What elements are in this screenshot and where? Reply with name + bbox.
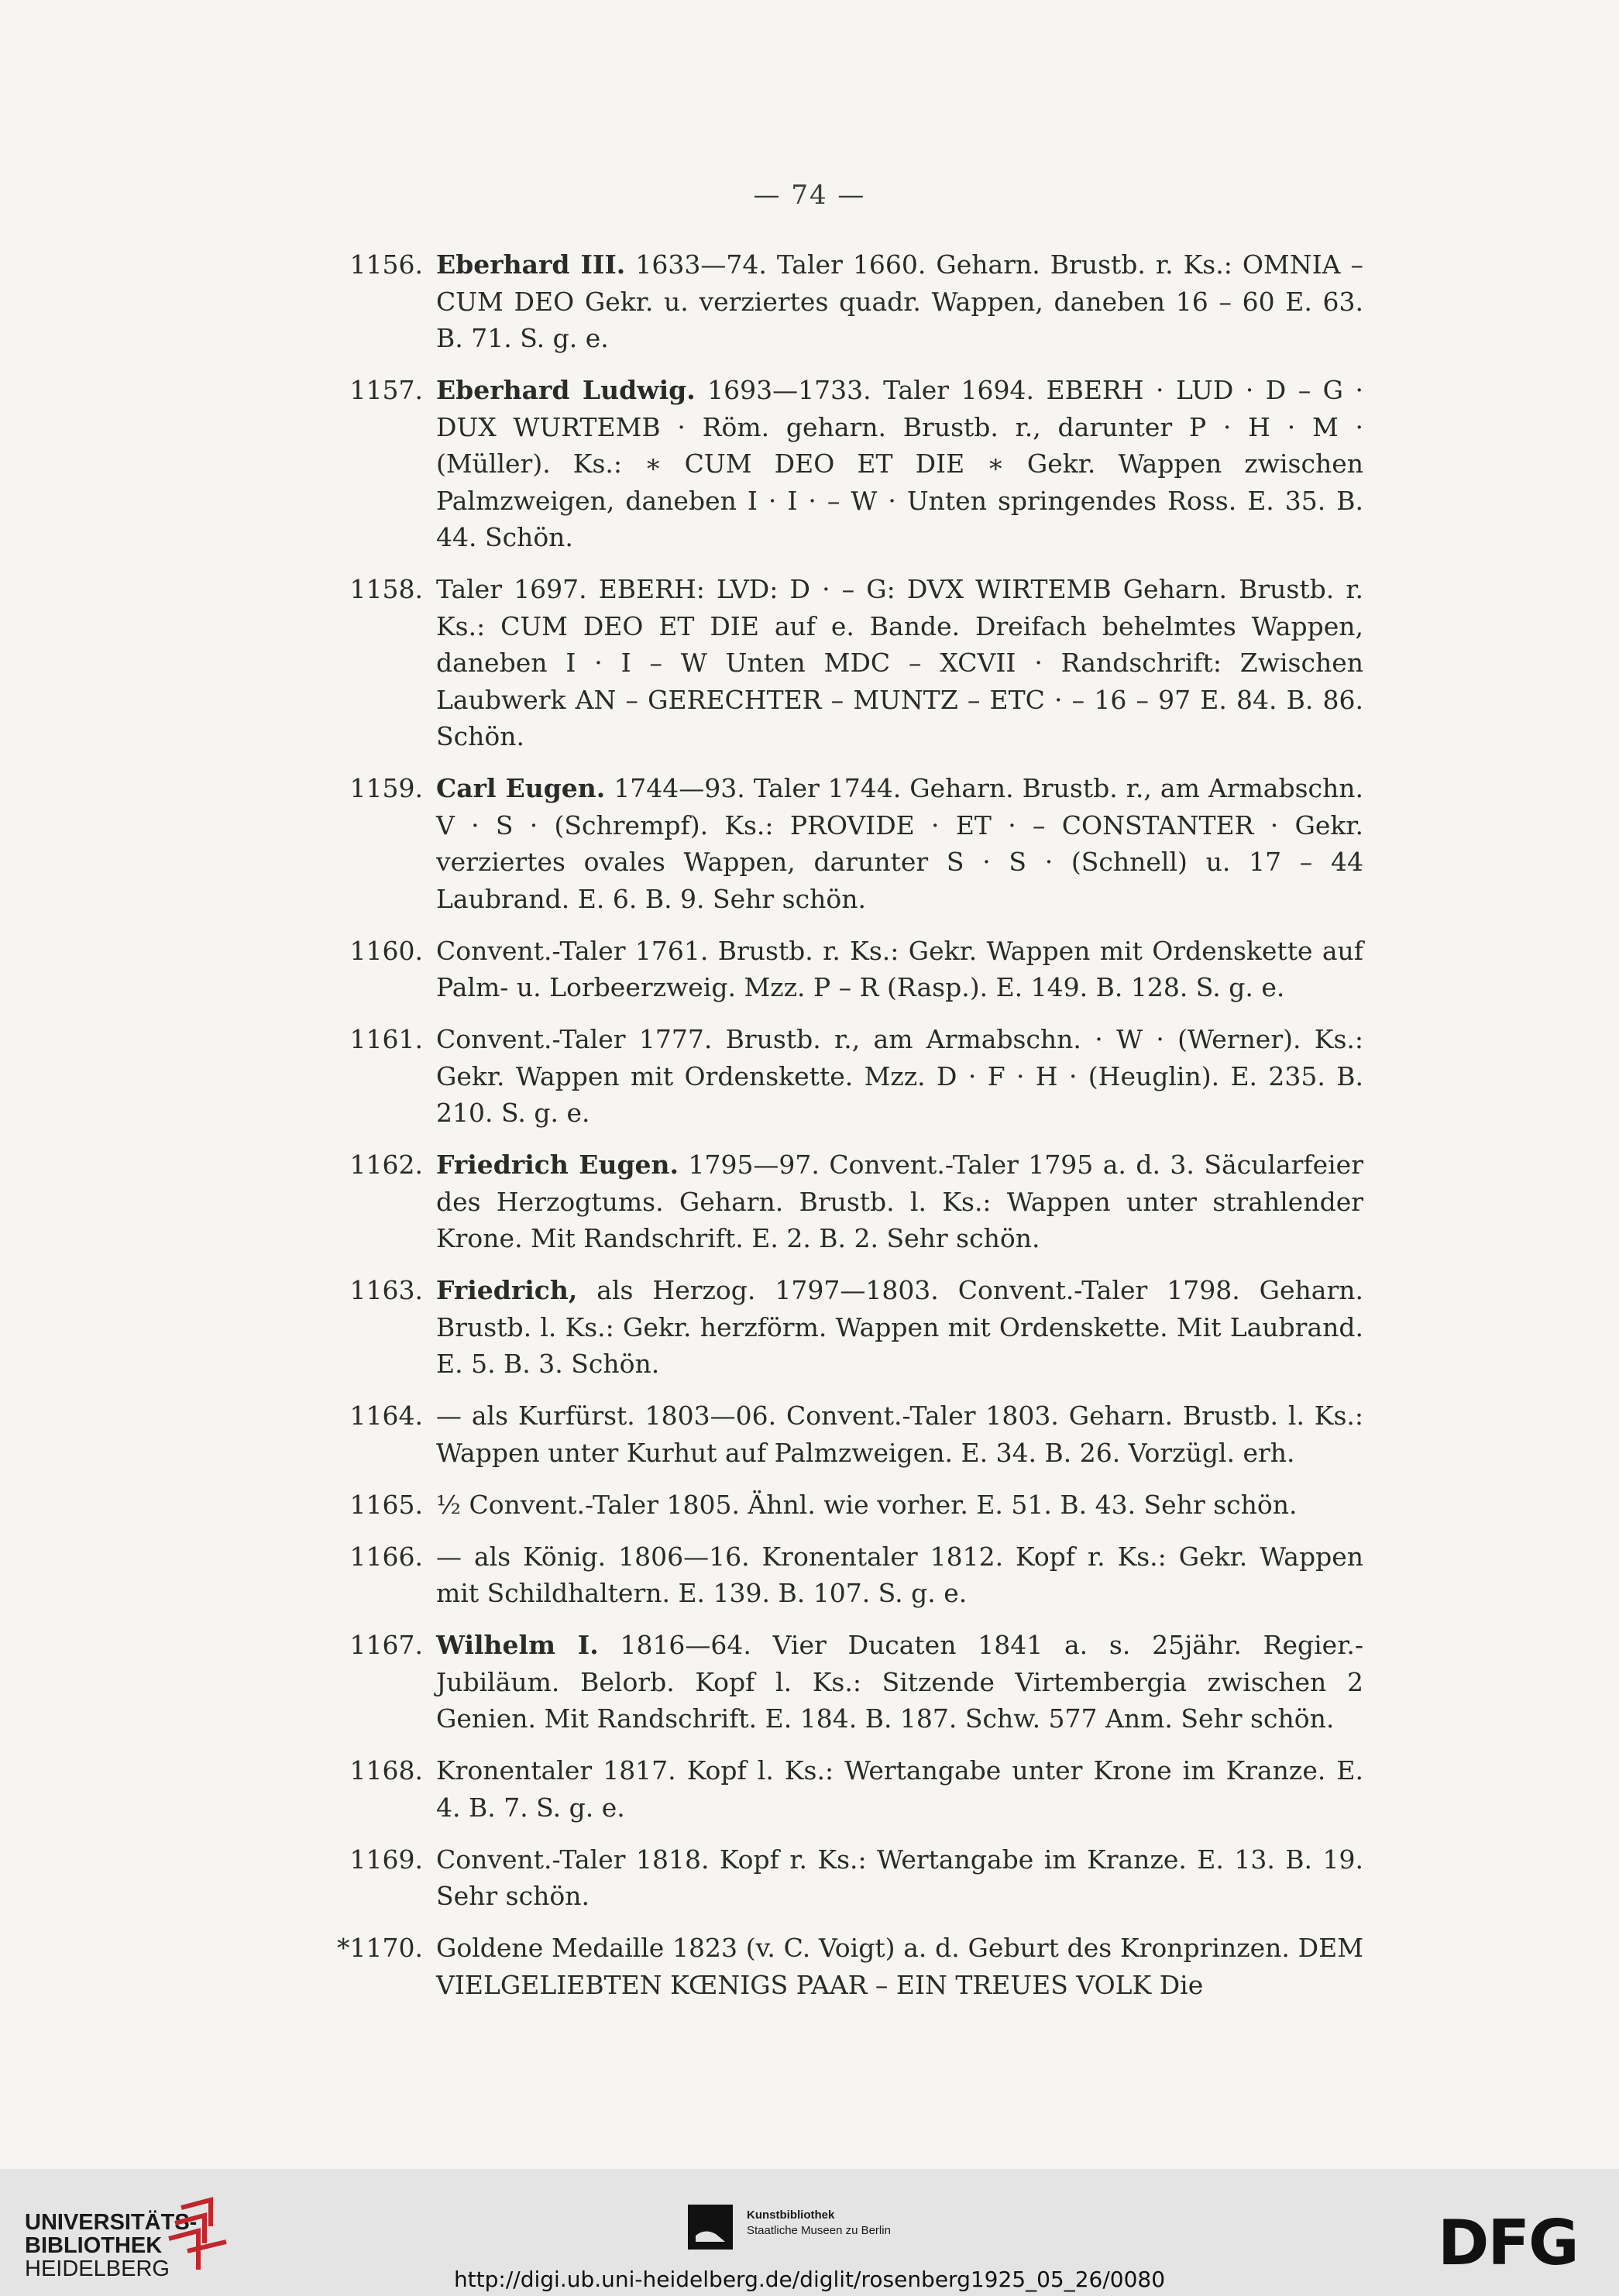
entry-description: 1633—74. Taler 1660. Geharn. Brustb. r. Ks.: OMNIA – CUM DEO Gekr. u. verziertes quadr. Wappen, daneben 16 – 60 E. 63. B. 71. S. g. e.: [436, 249, 1364, 353]
catalog-entries: [307, 246, 1363, 2019]
entry-number: 1156.: [349, 249, 423, 280]
entry-title: Eberhard Ludwig.: [436, 375, 696, 405]
entry-description: als Herzog. 1797—1803. Convent.-Taler 1798. Geharn. Brustb. l. Ks.: Gekr. herzförm. Wappen mit Ordenskette. Mit Laubrand. E. 5. B. 3. Schön.: [436, 1275, 1363, 1379]
catalog-entry: [307, 1272, 1363, 1383]
catalog-entry: [307, 770, 1363, 917]
entry-title: Wilhelm I.: [436, 1630, 599, 1660]
entry-number: 1165.: [349, 1489, 423, 1520]
entry-title: Friedrich,: [436, 1275, 578, 1305]
entry-description: — als Kurfürst. 1803—06. Convent.-Taler 1803. Geharn. Brustb. l. Ks.: Wappen unter Kurhut auf Palmzweigen. E. 34. B. 26. Vorzügl. erh.: [436, 1401, 1363, 1468]
entry-description: 1795—97. Convent.-Taler 1795 a. d. 3. Säcularfeier des Herzogtums. Geharn. Brustb. l. Ks.: Wappen unter strahlender Krone. Mit Randschrift. E. 2. B. 2. Sehr schön.: [436, 1150, 1363, 1253]
catalog-entry: [307, 1146, 1363, 1257]
catalog-entry: [307, 1841, 1363, 1915]
entry-description: 1816—64. Vier Ducaten 1841 a. s. 25jähr. Regier.-Jubiläum. Belorb. Kopf l. Ks.: Sitzende Virtembergia zwischen 2 Genien. Mit Randschrift. E. 184. B. 187. Schw. 577 Anm. Sehr schön.: [436, 1630, 1363, 1734]
entry-description: Kronentaler 1817. Kopf l. Ks.: Wertangabe unter Krone im Kranze. E. 4. B. 7. S. g. e.: [436, 1755, 1363, 1823]
catalog-entry: [307, 1397, 1363, 1471]
entry-number: 1169.: [349, 1844, 423, 1875]
entry-description: Taler 1697. EBERH: LVD: D · – G: DVX WIRTEMB Geharn. Brustb. r. Ks.: CUM DEO ET DIE auf e. Bande. Dreifach behelmtes Wappen, daneben I · I – W Unten MDC – XCVII · Randschrift: Zwischen Laubwerk AN – GERECHTER – MUNTZ – ETC · – 16 – 97 E. 84. B. 86. Schön.: [436, 574, 1363, 751]
page-number: — 74 —: [753, 180, 866, 211]
entry-description: 1693—1733. Taler 1694. EBERH · LUD · D – G · DUX WURTEMB · Röm. geharn. Brustb. r., darunter P · H · M · (Müller). Ks.: ∗ CUM DEO ET DIE ∗ Gekr. Wappen zwischen Palmzweigen, daneben I · I · – W · Unten springendes Ross. E. 35. B. 44. Schön.: [436, 375, 1363, 552]
entry-title: Eberhard III.: [436, 249, 626, 280]
entry-number: *1170.: [337, 1933, 423, 1963]
entry-description: Convent.-Taler 1777. Brustb. r., am Armabschn. · W · (Werner). Ks.: Gekr. Wappen mit Ordenskette. Mzz. D · F · H · (Heuglin). E. 235. B. 210. S. g. e.: [436, 1024, 1363, 1128]
heidelberg-library-logo-icon[interactable]: [164, 2197, 231, 2274]
kb-line-1: Kunstbibliothek: [747, 2208, 835, 2222]
catalog-entry: [307, 1538, 1363, 1612]
catalog-entry: [307, 246, 1363, 357]
catalog-entry: [307, 1021, 1363, 1132]
catalog-entry: [307, 372, 1363, 556]
entry-number: 1158.: [349, 574, 423, 604]
dfg-logo[interactable]: DFG: [1438, 2207, 1578, 2279]
entry-description: — als König. 1806—16. Kronentaler 1812. Kopf r. Ks.: Gekr. Wappen mit Schildhaltern. E. 139. B. 107. S. g. e.: [436, 1541, 1363, 1608]
entry-title: Carl Eugen.: [436, 773, 606, 803]
catalog-entry: [307, 933, 1363, 1006]
entry-description: 1744—93. Taler 1744. Geharn. Brustb. r., am Armabschn. V · S · (Schrempf). Ks.: PROVIDE · ET · – CONSTANTER · Gekr. verziertes ovales Wappen, darunter S · S · (Schnell) u. 17 – 44 Laubrand. E. 6. B. 9. Sehr schön.: [436, 773, 1363, 914]
entry-number: 1167.: [349, 1630, 423, 1660]
entry-number: 1159.: [349, 773, 423, 803]
viewer-footer: [0, 2169, 1619, 2296]
catalog-entry: [307, 1487, 1363, 1524]
kunstbibliothek-logo-icon[interactable]: [688, 2205, 733, 2250]
catalog-entry: [307, 571, 1363, 755]
catalog-entry: [307, 1930, 1363, 2003]
uni-line-3: HEIDELBERG: [25, 2256, 170, 2281]
uni-line-1: UNIVERSITÄTS-: [25, 2210, 198, 2235]
entry-description: Convent.-Taler 1818. Kopf r. Ks.: Wertangabe im Kranze. E. 13. B. 19. Sehr schön.: [436, 1844, 1363, 1911]
entry-number: 1163.: [349, 1275, 423, 1305]
kb-line-2: Staatliche Museen zu Berlin: [747, 2224, 891, 2237]
entry-number: 1161.: [349, 1024, 423, 1054]
entry-description: Goldene Medaille 1823 (v. C. Voigt) a. d. Geburt des Kronprinzen. DEM VIELGELIEBTEN KŒNIGS PAAR – EIN TREUES VOLK Die: [436, 1933, 1363, 2000]
kunstbibliothek-text[interactable]: [747, 2208, 891, 2239]
page-url[interactable]: http://digi.ub.uni-heidelberg.de/diglit/rosenberg1925_05_26/0080: [453, 2267, 1166, 2292]
entry-number: 1168.: [349, 1755, 423, 1786]
catalog-entry: [307, 1752, 1363, 1826]
entry-description: ½ Convent.-Taler 1805. Ähnl. wie vorher. E. 51. B. 43. Sehr schön.: [436, 1489, 1298, 1520]
entry-number: 1166.: [349, 1541, 423, 1572]
entry-title: Friedrich Eugen.: [436, 1150, 679, 1180]
entry-number: 1162.: [349, 1150, 423, 1180]
entry-number: 1160.: [349, 935, 423, 966]
entry-description: Convent.-Taler 1761. Brustb. r. Ks.: Gekr. Wappen mit Ordenskette auf Palm- u. Lorbeerzweig. Mzz. P – R (Rasp.). E. 149. B. 128. S. g. e.: [436, 935, 1363, 1002]
uni-line-2: BIBLIOTHEK: [25, 2233, 163, 2258]
entry-number: 1164.: [349, 1401, 423, 1431]
catalog-entry: [307, 1627, 1363, 1737]
entry-number: 1157.: [349, 375, 423, 405]
